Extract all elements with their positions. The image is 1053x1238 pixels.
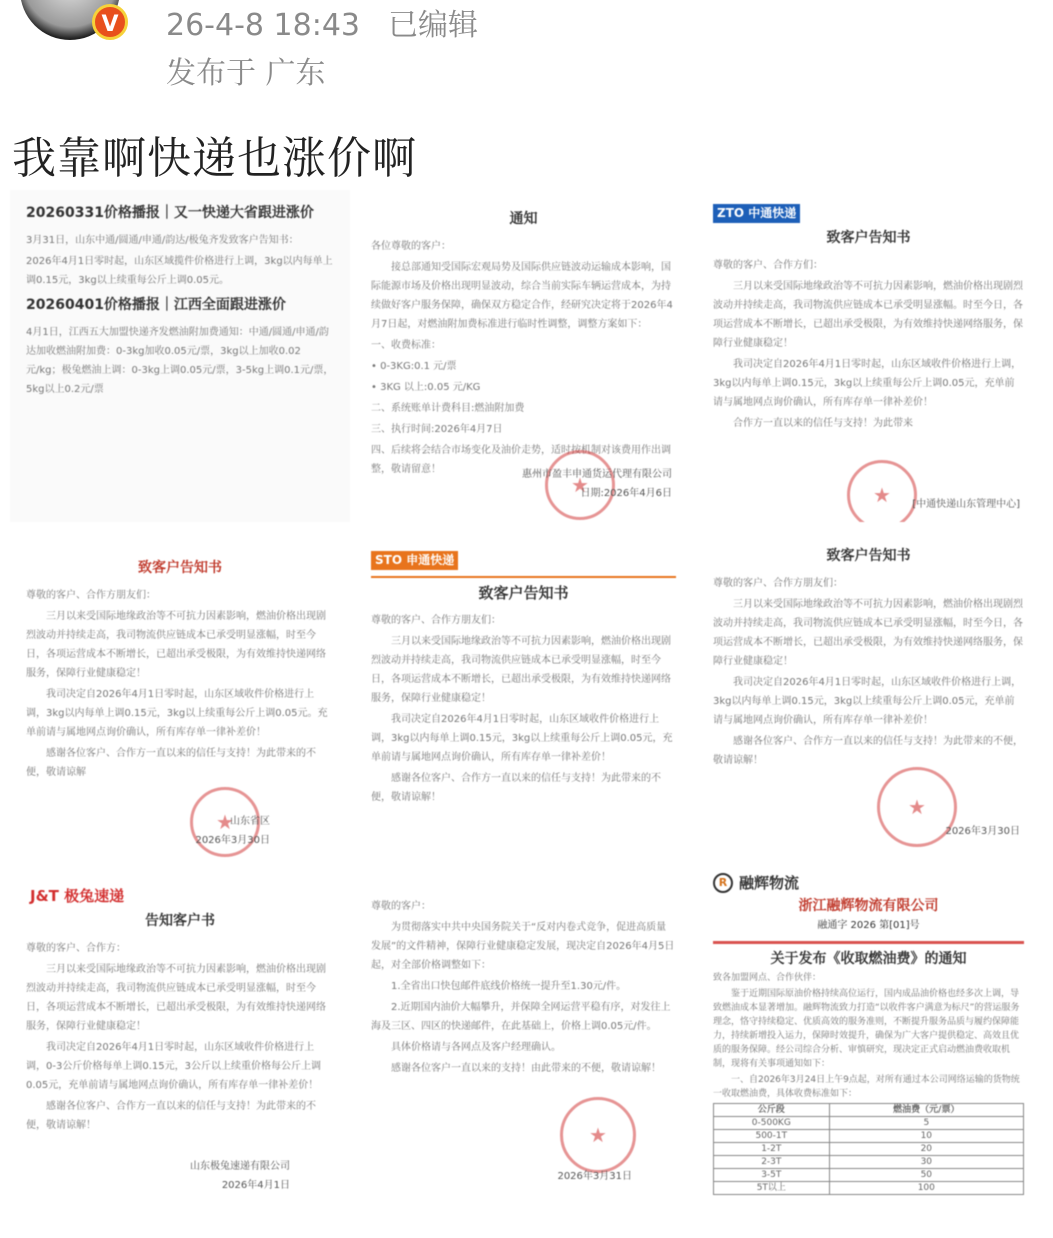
image-thumbnail[interactable] xyxy=(10,527,350,862)
image-thumbnail[interactable] xyxy=(355,190,692,522)
doc-line: 4月1日，江西五大加盟快递齐发燃油附加费通知：中通/圆通/申通/韵达加收燃油附加费：0-3kg加收0.05元/票，3kg以上加收0.02元/kg；极兔燃油上调：0-3kg上调0.05元/票，3-5kg上调0.1元/票，5kg以上0.2元/票 xyxy=(26,327,334,395)
doc-line: 具体价格请与各网点及客户经理确认。 xyxy=(391,1042,561,1053)
doc-title: 关于发布《收取燃油费》的通知 xyxy=(770,951,967,967)
doc-title: 致客户告知书 xyxy=(826,230,911,246)
doc-line: 感谢各位客户、合作方一直以来的信任与支持！为此带来的不便，敬请谅解！ xyxy=(371,773,661,803)
doc-line: 2026年4月1日零时起，山东区域揽件价格进行上调，3kg以内每单上调0.15元，3kg以上续重每公斤上调0.05元。 xyxy=(26,256,333,286)
image-thumbnail[interactable] xyxy=(10,190,350,522)
stamp-icon: ★ xyxy=(190,787,260,857)
doc-line: 1.全省出口快包邮件底线价格统一提升至1.30元/件。 xyxy=(391,981,627,992)
doc-line: 尊敬的客户、合作方朋友们： xyxy=(26,590,156,601)
edited-label[interactable]: 已编辑 xyxy=(388,8,478,43)
stamp-icon: ★ xyxy=(545,450,615,520)
doc-line: 我司决定自2026年4月1日零时起，山东区域收件价格进行上调，0-3公斤价格每单上调0.15元，3公斤以上续重价格每公斤上调0.05元，充单前请与属地网点询价确认，所有库存单一律补差价！ xyxy=(26,1042,321,1091)
doc-signature: 2026年3月30日 xyxy=(945,826,1020,837)
doc-line: 我司决定自2026年4月1日零时起，山东区域收件价格进行上调，3kg以内每单上调0.15元，3kg以上续重每公斤上调0.05元。充单前请与属地网点询价确认，所有库存单一律补差价！ xyxy=(26,689,328,738)
stamp-icon: ★ xyxy=(877,767,957,847)
doc-title: 告知客户书 xyxy=(145,913,215,929)
divider xyxy=(713,941,1024,944)
doc-title: 20260331价格播报｜又一快递大省跟进涨价 xyxy=(26,205,314,221)
doc-line: 尊敬的客户、合作方们： xyxy=(713,260,823,271)
doc-number: 融通字 2026 第[01]号 xyxy=(817,920,920,931)
doc-title: 20260401价格播报｜江西全面跟进涨价 xyxy=(26,297,286,313)
doc-line: 感谢各位客户、合作方一直以来的信任与支持！为此带来的不便，敬请谅解！ xyxy=(26,1101,316,1131)
doc-signature: [中通快递山东管理中心] xyxy=(912,499,1020,510)
company-name: 浙江融辉物流有限公司 xyxy=(798,898,939,914)
doc-line: 三月以来受国际地缘政治等不可抗力因素影响，燃油价格出现剧烈波动并持续走高，我司物流供应链成本已承受明显涨幅，时至今日，各项运营成本不断增长，已超出承受极限，为有效维持快递网络服务，保障行业健康稳定！ xyxy=(26,964,326,1032)
doc-line: 三月以来受国际地缘政治等不可抗力因素影响，燃油价格出现剧烈波动并持续走高，我司物流供应链成本已承受明显涨幅。时至今日，各项运营成本不断增长，已超出承受极限，为有效维持快递网络服务，保障行业健康稳定！ xyxy=(713,281,1023,349)
doc-line: 尊敬的客户、合作方： xyxy=(26,943,126,954)
location: 发布于 广东 xyxy=(166,56,326,91)
doc-line: 3月31日，山东中通/圆通/申通/韵达/极兔齐发致客户告知书： xyxy=(26,235,299,246)
stamp-icon: ★ xyxy=(847,460,917,522)
doc-line: 接总部通知受国际宏观局势及国际供应链波动运输成本影响，国际能源市场及价格出现明显波动，综合当前实际车辆运营成本，为持续做好客户服务保障，确保双方稳定合作，经研究决定将于2026年4月7日起，对燃油附加费标准进行临时性调整，调整方案如下： xyxy=(371,262,673,330)
doc-line: 三月以来受国际地缘政治等不可抗力因素影响，燃油价格出现剧烈波动并持续走高，我司物流供应链成本已承受明显涨幅，时至今日，各项运营成本不断增长，已超出承受极限，为有效维持快递网络服务，保障行业健康稳定！ xyxy=(26,611,326,679)
image-grid xyxy=(10,190,1040,1202)
doc-line: 我司决定自2026年4月1日零时起，山东区域收件价格进行上调，3kg以内每单上调0.15元，3kg以上续重每公斤上调0.05元，充单前请与属地网点询价确认，所有库存单一律补差价！ xyxy=(371,714,673,763)
doc-line: 一、收费标准： xyxy=(371,340,441,351)
doc-signature: 惠州市盈丰申通货运代理有限公司 日期:2026年4月6日 xyxy=(522,469,672,499)
post-text: 我靠啊快递也涨价啊 xyxy=(12,133,417,184)
doc-line: 一、自2026年3月24日上午9点起，对所有通过本公司网络运输的货物统一收取燃油费，具体收费标准如下： xyxy=(713,1075,1020,1099)
doc-line: 2.近期国内油价大幅攀升，并保障全网运营平稳有序，对发往上海及三区、四区的快递邮件，在此基础上，价格上调0.05元/件。 xyxy=(371,1002,671,1032)
doc-line: 致各加盟网点、合作伙伴： xyxy=(713,973,822,983)
verified-badge-icon: V xyxy=(92,4,128,40)
doc-line: 四、后续将会结合市场变化及油价走势，适时按机制对该费用作出调整，敬请留意！ xyxy=(371,445,671,475)
brand-logo: R 融辉物流 xyxy=(713,873,1024,893)
doc-line: 三、执行时间:2026年4月7日 xyxy=(371,424,503,435)
doc-line: 二、系统账单计费科目:燃油附加费 xyxy=(371,403,525,414)
image-thumbnail[interactable] xyxy=(10,867,350,1202)
doc-line: 鉴于近期国际原油价格持续高位运行，国内成品油价格也经多次上调，导致燃油成本显著增加。融辉物流致力打造“以收件客户满意为标尺”的营运服务理念，恪守持续稳定、优质高效的服务准则，不断提升服务品质与履约保障能力，持续新增投入运力，保障时效提升，确保为广大客户提供稳定、高效且优质的服务保障。经公司综合分析、审慎研究，现决定正式启动燃油费收取机制，现将有关事项通知如下： xyxy=(713,989,1020,1069)
post-meta xyxy=(166,0,478,44)
brand-logo: ZTO 中通快递 xyxy=(713,204,1024,223)
doc-line: 感谢各位客户、合作方一直以来的信任与支持！为此带来的不便，敬请谅解 xyxy=(26,748,316,778)
fee-table: 公斤段 燃油费（元/票） 0-500KG 5 500-1T 10 1-2T 20 2-3T 30 3-5T 50 5T以上 100 xyxy=(713,1103,1024,1195)
doc-line: 各位尊敬的客户： xyxy=(371,241,451,252)
doc-signature: 2026年3月31日 xyxy=(557,1171,632,1182)
doc-line: 三月以来受国际地缘政治等不可抗力因素影响，燃油价格出现剧烈波动并持续走高，我司物流供应链成本已承受明显涨幅，时至今日，各项运营成本不断增长，已超出承受极限，为有效维持快递网络服务，保障行业健康稳定！ xyxy=(371,636,671,704)
image-thumbnail[interactable] xyxy=(355,527,692,862)
doc-line: • 0-3KG:0.1 元/票 xyxy=(371,361,457,372)
doc-title: 致客户告知书 xyxy=(138,560,222,576)
doc-line: 感谢各位客户、合作方一直以来的信任与支持！为此带来的不便，敬请谅解！ xyxy=(713,736,1023,766)
brand-logo: J&T 极兔速递 xyxy=(30,887,125,905)
doc-title: 通知 xyxy=(509,211,538,227)
stamp-icon: ★ xyxy=(560,1097,636,1173)
doc-line: • 3KG 以上:0.05 元/KG xyxy=(371,382,481,393)
image-thumbnail[interactable] xyxy=(697,190,1040,522)
doc-title: 致客户告知书 xyxy=(478,584,569,602)
doc-line: 尊敬的客户： xyxy=(371,901,431,912)
timestamp: 26-4-8 18:43 xyxy=(166,8,360,43)
doc-title: 致客户告知书 xyxy=(826,548,911,564)
doc-line: 我司决定自2026年4月1日零时起，山东区域收件价格进行上调，3kg以内每单上调0.15元，3kg以上续重每公斤上调0.05元，充单前请与属地网点询价确认，所有库存单一律补差价！ xyxy=(713,677,1022,726)
doc-line: 感谢各位客户一直以来的支持！由此带来的不便，敬请谅解！ xyxy=(391,1063,661,1074)
image-thumbnail[interactable] xyxy=(697,867,1040,1202)
divider xyxy=(371,576,676,578)
doc-signature: 山东省区 2026年3月30日 xyxy=(195,816,270,846)
doc-signature: 山东极兔速递有限公司 2026年4月1日 xyxy=(190,1161,290,1191)
doc-line: 我司决定自2026年4月1日零时起，山东区域收件价格进行上调，3kg以内每单上调0.15元，3kg以上续重每公斤上调0.05元，充单前请与属地网点询价确认，所有库存单一律补差价！ xyxy=(713,359,1022,408)
doc-line: 尊敬的客户、合作方朋友们： xyxy=(713,578,843,589)
doc-line: 为贯彻落实中共中央国务院关于“反对内卷式竞争，促进高质量发展”的文件精神，保障行业健康稳定发展，现决定自2026年4月5日起，对全部价格调整如下： xyxy=(371,922,675,971)
doc-line: 尊敬的客户、合作方朋友们： xyxy=(371,615,501,626)
image-thumbnail[interactable] xyxy=(355,867,692,1202)
brand-logo: STO 申通快递 xyxy=(371,551,676,570)
image-thumbnail[interactable] xyxy=(697,527,1040,862)
doc-line: 三月以来受国际地缘政治等不可抗力因素影响，燃油价格出现剧烈波动并持续走高，我司物流供应链成本已承受明显涨幅，时至今日，各项运营成本不断增长，已超出承受极限，为有效维持快递网络服务，保障行业健康稳定！ xyxy=(713,599,1023,667)
doc-line: 合作方一直以来的信任与支持！为此带来 xyxy=(733,418,913,429)
